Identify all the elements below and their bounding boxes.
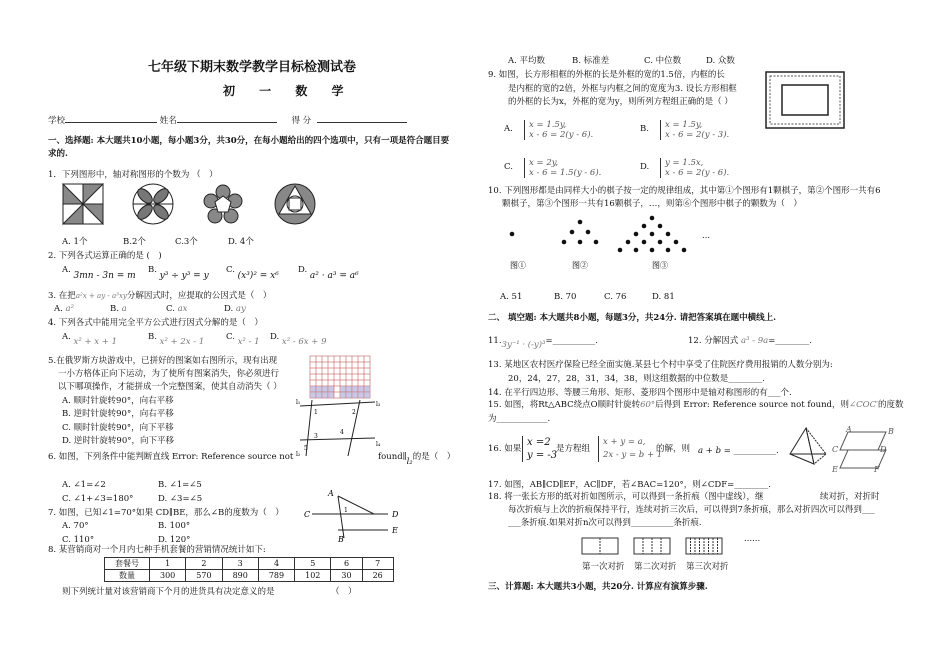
q16-mid: 是方程组 xyxy=(556,444,591,454)
checker-piece xyxy=(642,224,647,229)
q10-label-3: 图③ xyxy=(652,261,668,270)
tetris-cell xyxy=(322,374,328,380)
q8-cell: 5 xyxy=(295,558,331,570)
q10-option-c[interactable]: C. 76 xyxy=(604,292,627,302)
q9-frame-figure xyxy=(766,72,846,128)
q15-line2[interactable]: 为____________. xyxy=(488,414,551,424)
q8-cell: 102 xyxy=(295,570,331,582)
q4-option-a[interactable]: A. x² + x + 1 xyxy=(62,332,118,347)
q9-option-c-label[interactable]: C. xyxy=(504,162,513,172)
school-field[interactable] xyxy=(65,122,157,123)
tetris-cell xyxy=(334,374,340,380)
tetris-cell xyxy=(364,368,370,374)
q16-pre: 16. 如果 xyxy=(488,444,522,454)
q8-option-a[interactable]: A. 平均数 xyxy=(508,56,546,66)
q10-option-a[interactable]: A. 51 xyxy=(500,292,523,302)
q13-line2[interactable]: 20，24，27，28，31，34，38，则这组数据的中位数是________. xyxy=(508,374,765,384)
q8-header-label: 套餐号 xyxy=(105,558,150,570)
q18-line1-cont: 续对折，对折时 xyxy=(820,492,880,502)
q7-option-c[interactable]: C. 110° xyxy=(62,535,95,545)
q1-option-c[interactable]: C.3个 xyxy=(175,237,198,247)
tetris-cell xyxy=(364,374,370,380)
q8-cell: 7 xyxy=(362,558,393,570)
q7-label-1: 1 xyxy=(344,507,348,514)
q17-label-b: B xyxy=(888,427,894,436)
q4-option-b[interactable]: B. x² + 2x - 1 xyxy=(148,332,205,347)
q6-label-l2: l₂ xyxy=(296,451,301,458)
q8-table-row xyxy=(105,570,394,582)
q14[interactable]: 14. 在平行四边形、等腰三角形、矩形、菱形四个图形中是轴对称图形的有___个. xyxy=(488,388,792,398)
tetris-cell xyxy=(346,374,352,380)
q6-angle-5: 5 xyxy=(304,445,308,452)
tetris-cell xyxy=(340,362,346,368)
q18-line1: 18. 将一张长方形的纸对折如图所示，可以得到一条折痕（图中虚线），继 xyxy=(488,492,764,502)
q8-cell: 300 xyxy=(150,570,186,582)
tetris-cell xyxy=(328,386,334,392)
q1-pinwheel-figure xyxy=(63,184,103,224)
q1-pentagon-figure xyxy=(204,185,242,223)
tetris-cell xyxy=(340,374,346,380)
tetris-cell xyxy=(352,374,358,380)
checker-piece xyxy=(634,232,639,237)
q2-option-c[interactable]: C. (x³)² = x⁶ xyxy=(226,265,279,281)
section1-heading-cont: 求的. xyxy=(48,149,68,159)
name-field[interactable] xyxy=(177,122,277,123)
tetris-cell xyxy=(316,368,322,374)
tetris-cell xyxy=(334,368,340,374)
name-label: 姓名 xyxy=(159,116,177,126)
tetris-cell xyxy=(328,362,334,368)
q8-cell: 890 xyxy=(222,570,258,582)
tetris-cell xyxy=(358,368,364,374)
tetris-cell xyxy=(310,356,316,362)
tetris-cell xyxy=(310,380,316,386)
q7-option-a[interactable]: A. 70° xyxy=(62,521,89,531)
q6-label-l1: l₁ xyxy=(296,399,301,406)
q16-solution: x =2 y = -3 xyxy=(522,436,557,462)
q18-label-2: 第二次对折 xyxy=(634,562,677,572)
q7-label-c: C xyxy=(304,510,311,519)
q5-option-a[interactable]: A. 顺时针旋转90°，向右平移 xyxy=(62,396,174,406)
checker-piece xyxy=(618,248,623,253)
q8-cell: 789 xyxy=(258,570,294,582)
q5-option-c[interactable]: C. 顺时针旋转90°，向下平移 xyxy=(62,423,174,433)
q9-option-a-label[interactable]: A. xyxy=(504,124,513,134)
q12[interactable]: 12. 分解因式 a³ - 9a=________. xyxy=(688,336,813,346)
tetris-cell xyxy=(334,386,340,392)
q1-stem: 1．下列图形中，轴对称图形的个数为 （ ） xyxy=(48,170,218,180)
q7-option-d[interactable]: D. 120° xyxy=(158,535,191,545)
q18-line3[interactable]: ___条折痕.如果对折n次可以得到__________条折痕. xyxy=(508,518,702,528)
q16-post: 的解，则 xyxy=(656,444,691,454)
tetris-cell xyxy=(358,380,364,386)
checker-piece xyxy=(650,216,655,221)
q8-table xyxy=(104,557,394,582)
q17-label-f: F xyxy=(874,465,880,474)
q6-option-c[interactable]: C. ∠1+∠3=180° xyxy=(62,494,134,504)
q10-option-d[interactable]: D. 81 xyxy=(652,292,675,302)
checker-piece xyxy=(666,232,671,237)
q8-tail: 则下列统计量对该营销商下个月的进货具有决定意义的是 xyxy=(62,587,275,597)
tetris-cell xyxy=(334,356,340,362)
q10-label-2: 图② xyxy=(572,261,588,270)
q8-cell: 26 xyxy=(362,570,393,582)
q8-cell: 570 xyxy=(186,570,222,582)
q8-cell: 2 xyxy=(186,558,222,570)
q6-label-l3: l₃ xyxy=(376,401,381,408)
q6-option-a[interactable]: A. ∠1=∠2 xyxy=(62,480,106,490)
q9-option-c-system[interactable]: x = 2y, x - 6 = 1.5(y - 6). xyxy=(524,158,601,178)
section3-heading: 三、计算题: 本大题共3小题，共20分. 计算应有演算步骤. xyxy=(488,582,708,592)
tetris-cell xyxy=(358,362,364,368)
q8-option-c[interactable]: C. 中位数 xyxy=(644,56,682,66)
q4-option-c[interactable]: C. x² - 1 xyxy=(226,332,260,347)
q18-ellipsis: ...... xyxy=(744,534,761,544)
q8-count-label: 数量 xyxy=(105,570,150,582)
q4-option-d[interactable]: D. x² - 6x + 9 xyxy=(270,332,327,347)
q6-lines-figure xyxy=(296,399,381,460)
q17[interactable]: 17. 如图，AB∥CD∥EF，AC∥DF，若∠BAC=120°，则∠CDF=________. xyxy=(488,480,771,490)
q18-line2[interactable]: 每次折痕与上次的折痕保持平行，连续对折三次后，可以得到7条折痕，那么对折四次可以得到___ xyxy=(508,505,875,515)
tetris-cell xyxy=(316,386,322,392)
tetris-cell xyxy=(316,392,322,398)
q6-option-b[interactable]: B. ∠1=∠5 xyxy=(158,480,202,490)
tetris-cell xyxy=(316,374,322,380)
q8-tail-end: （ ） xyxy=(331,587,357,597)
q10-stem-line2: 颗棋子，第③个图形一共有16颗棋子，…，则第⑥个图形中棋子的颗数为（ ） xyxy=(502,199,802,209)
q5-stem-line1: 5.在俄罗斯方块游戏中，已拼好的图案如右图所示，现有出现 xyxy=(48,356,278,366)
tetris-cell xyxy=(358,386,364,392)
q9-stem-line3: 的外框的长为x，外框的宽为y，则所列方程组正确的是（ ） xyxy=(508,97,733,107)
q9-stem-line1: 9. 如图，长方形相框的外框的长是外框的宽的1.5倍，内框的长 xyxy=(488,70,725,80)
checker-piece xyxy=(594,240,599,245)
tetris-cell xyxy=(352,356,358,362)
q17-label-e: E xyxy=(832,465,838,474)
q18-label-3: 第三次对折 xyxy=(686,562,729,572)
tetris-cell xyxy=(346,362,352,368)
tetris-cell xyxy=(358,374,364,380)
q10-label-1: 图① xyxy=(510,261,526,270)
q8-cell: 1 xyxy=(150,558,186,570)
q5-stem-line2: 一小方格体正向下运动，为了使所有图案消失，你必须进行 xyxy=(58,369,280,379)
checker-piece xyxy=(510,232,515,237)
checker-piece xyxy=(634,248,639,253)
q6-stem-cont: found∥l₂的是（ ） xyxy=(378,452,456,467)
q6-stem: 6. 如图，下列条件中能判断直线 Error: Reference source not xyxy=(48,452,294,462)
tetris-cell xyxy=(310,386,316,392)
q18-fold-figures xyxy=(582,536,742,560)
q6-option-d[interactable]: D. ∠3=∠5 xyxy=(158,494,203,504)
q2-stem: 2. 下列各式运算正确的是 ( ) xyxy=(48,251,162,261)
q8-cell: 6 xyxy=(331,558,362,570)
q5-option-d[interactable]: D. 逆时针旋转90°，向下平移 xyxy=(62,436,174,446)
q3-option-d[interactable]: D. ay xyxy=(224,304,246,314)
tetris-cell xyxy=(340,368,346,374)
q3-option-b[interactable]: B. a xyxy=(110,304,127,314)
q7-option-b[interactable]: B. 100° xyxy=(158,521,191,531)
tetris-cell xyxy=(310,374,316,380)
tetris-cell xyxy=(322,362,328,368)
tetris-cell xyxy=(328,374,334,380)
tetris-cell xyxy=(346,356,352,362)
q9-option-a-system[interactable]: x = 1.5y, x - 6 = 2(y - 6). xyxy=(524,120,593,140)
tetris-cell xyxy=(340,356,346,362)
checker-piece xyxy=(658,224,663,229)
tetris-cell xyxy=(352,386,358,392)
checker-piece xyxy=(586,230,591,235)
q8-option-d[interactable]: D. 众数 xyxy=(706,56,735,66)
q8-table-row xyxy=(105,558,394,570)
q1-figures xyxy=(63,184,363,228)
tetris-cell xyxy=(310,362,316,368)
q5-stem-line3: 以下哪项操作，才能拼成一个完整图案，使其自动消失（ ） xyxy=(58,382,282,392)
q17-parallelogram-figure xyxy=(831,425,894,474)
tetris-cell xyxy=(364,380,370,386)
q8-cell: 30 xyxy=(331,570,362,582)
tetris-cell xyxy=(316,356,322,362)
section2-heading: 二、 填空题: 本大题共8小题，每题3分，共24分. 请把答案填在题中横线上. xyxy=(488,313,777,323)
tetris-cell xyxy=(364,356,370,362)
tetris-cell xyxy=(334,392,340,398)
q6-angle-2: 2 xyxy=(352,409,356,416)
q15-rotation-figure xyxy=(790,428,826,464)
q5-tetris-figure xyxy=(310,356,372,400)
checker-piece xyxy=(658,240,663,245)
q2-option-a[interactable]: A. 3mn - 3n = m xyxy=(62,265,136,281)
tetris-cell xyxy=(328,392,334,398)
tetris-cell xyxy=(346,368,352,374)
tetris-cell xyxy=(364,392,370,398)
tetris-cell xyxy=(322,392,328,398)
tetris-cell xyxy=(322,368,328,374)
q1-option-d[interactable]: D. 4个 xyxy=(228,237,254,247)
tetris-cell xyxy=(328,380,334,386)
checker-piece xyxy=(578,220,583,225)
q2-option-b[interactable]: B. y³ ÷ y³ = y xyxy=(148,265,209,281)
checker-piece xyxy=(626,240,631,245)
q16-answer[interactable]: a + b = __________. xyxy=(698,446,779,456)
q1-option-a[interactable]: A. 1个 xyxy=(62,237,88,247)
q10-option-b[interactable]: B. 70 xyxy=(554,292,577,302)
tetris-cell xyxy=(352,368,358,374)
q9-option-b-label[interactable]: B. xyxy=(640,124,649,134)
tetris-cell xyxy=(334,380,340,386)
tetris-cell xyxy=(340,386,346,392)
student-info-row xyxy=(48,116,407,127)
q16-system: x + y = a, 2x - y = b + 1 xyxy=(598,436,662,462)
checker-piece xyxy=(650,232,655,237)
tetris-cell xyxy=(352,362,358,368)
q5-option-b[interactable]: B. 逆时针旋转90°，向右平移 xyxy=(62,409,174,419)
tetris-cell xyxy=(322,386,328,392)
tetris-cell xyxy=(346,380,352,386)
tetris-cell xyxy=(352,392,358,398)
q7-angle-figure xyxy=(304,490,404,542)
tetris-cell xyxy=(358,392,364,398)
q17-label-d: D xyxy=(880,445,887,454)
q6-angle-4: 4 xyxy=(340,429,344,436)
tetris-cell xyxy=(364,386,370,392)
q10-dots-figure xyxy=(502,214,742,274)
tetris-cell xyxy=(352,380,358,386)
q9-option-d-system[interactable]: y = 1.5x, x - 6 = 2(y - 6). xyxy=(660,158,729,178)
q15-line1: 15. 如图，将Rt△ABC绕点O顺时针旋转60°后得到 Error: Reference source not found，则∠COC′的度数 xyxy=(488,400,904,410)
q18-label-1: 第一次对折 xyxy=(582,562,625,572)
q17-label-a: A xyxy=(846,425,852,434)
tetris-cell xyxy=(358,356,364,362)
checker-piece xyxy=(562,240,567,245)
tetris-cell xyxy=(346,392,352,398)
q3-stem: 3. 在把a²x + ay - a³xy分解因式时，应提取的公因式是（ ） xyxy=(48,291,272,301)
checker-piece xyxy=(666,248,671,253)
q1-option-b[interactable]: B.2个 xyxy=(123,237,146,247)
tetris-cell xyxy=(346,386,352,392)
tetris-cell xyxy=(310,392,316,398)
q2-option-d[interactable]: D. a² · a³ = a⁶ xyxy=(298,265,359,281)
q7-label-e: E xyxy=(392,526,398,535)
q17-label-c: C xyxy=(832,445,839,454)
q10-ellipsis: … xyxy=(702,231,710,240)
tetris-cell xyxy=(364,362,370,368)
q15-q17-figures xyxy=(786,424,916,480)
tetris-cell xyxy=(310,368,316,374)
tetris-cell xyxy=(322,356,328,362)
q9-option-d-label[interactable]: D. xyxy=(640,162,650,172)
q7-label-a: A xyxy=(328,489,334,498)
tetris-cell xyxy=(328,356,334,362)
tetris-cell xyxy=(340,380,346,386)
tetris-cell xyxy=(334,362,340,368)
q6-angle-1: 1 xyxy=(314,409,318,416)
tetris-cell xyxy=(316,380,322,386)
q3-option-c[interactable]: C. ax xyxy=(166,304,188,314)
q10-stem-line1: 10. 下列图形都是由同样大小的棋子按一定的规律组成，其中第①个图形有1颗棋子，第②个图形一共有6 xyxy=(488,186,881,196)
q9-option-b-system[interactable]: x = 1.5y, x - 6 = 2(y - 3). xyxy=(660,120,729,140)
section1-heading: 一、选择题: 本大题共10小题，每小题3分，共30分，在每小题给出的四个选项中，只有一项是符合题目要 xyxy=(48,136,450,146)
tetris-cell xyxy=(328,368,334,374)
score-label: 得 分 xyxy=(291,116,312,126)
tetris-cell xyxy=(340,392,346,398)
checker-piece xyxy=(578,240,583,245)
q8-cell: 4 xyxy=(258,558,294,570)
q11[interactable]: 11.3y⁻¹ · (-y)³=__________. xyxy=(488,336,598,350)
q4-stem: 4. 下列各式中能用完全平方公式进行因式分解的是（ ） xyxy=(48,318,263,328)
q7-label-d: D xyxy=(392,510,399,519)
q1-triangle-figure xyxy=(275,184,315,224)
checker-piece xyxy=(674,240,679,245)
q13-line1: 13. 某地区农村医疗保险已经全面实施.某县七个村中享受了住院医疗费用报销的人数分别为: xyxy=(488,360,833,370)
exam-subtitle: 初 一 数 学 xyxy=(223,84,354,98)
checker-piece xyxy=(642,240,647,245)
q8-cell: 3 xyxy=(222,558,258,570)
q8-option-b[interactable]: B. 标准差 xyxy=(572,56,610,66)
checker-piece xyxy=(570,230,575,235)
exam-title: 七年级下期末数学教学目标检测试卷 xyxy=(148,60,357,75)
tetris-cell xyxy=(316,362,322,368)
checker-piece xyxy=(650,248,655,253)
school-label: 学校 xyxy=(48,116,66,126)
q7-label-b: B xyxy=(338,535,344,544)
q1-flower-figure xyxy=(133,184,173,224)
score-field[interactable] xyxy=(317,122,407,123)
q6-label-l4: l₄ xyxy=(376,441,381,448)
q6-angle-3: 3 xyxy=(314,433,318,440)
q9-stem-line2: 是内框的宽的2倍，外框与内框之间的宽度为3. 设长方形相框 xyxy=(508,84,737,94)
q8-stem: 8. 某营销商对一个月内七种手机套餐的营销情况统计如下: xyxy=(48,545,266,555)
q7-stem: 7. 如图，已知∠1=70°如果 CD∥BE，那么∠B的度数为（ ） xyxy=(48,508,284,518)
q3-option-a[interactable]: A. a² xyxy=(54,304,75,314)
tetris-cell xyxy=(322,380,328,386)
checker-piece xyxy=(682,248,687,253)
